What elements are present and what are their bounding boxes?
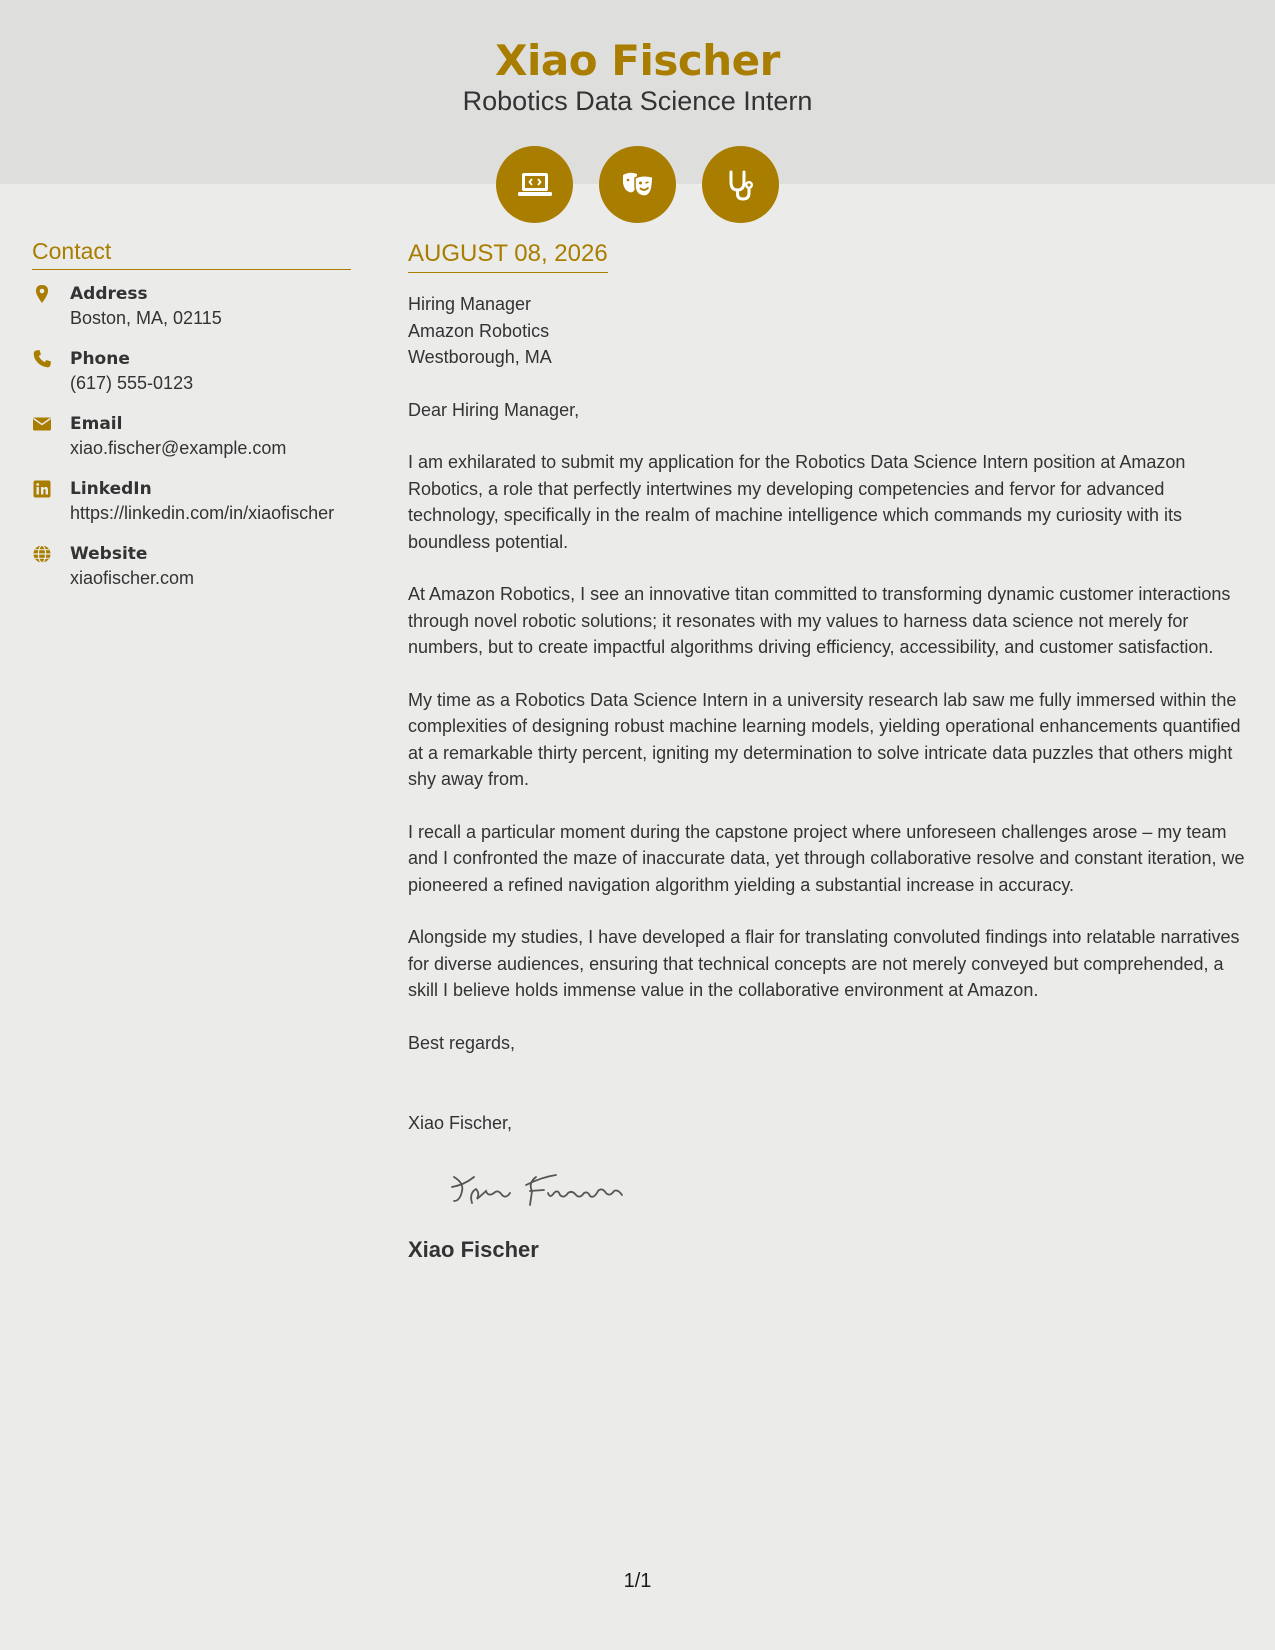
contact-heading: Contact — [32, 238, 351, 270]
letter-date: AUGUST 08, 2026 — [408, 240, 608, 273]
contact-value: Boston, MA, 02115 — [70, 308, 222, 328]
contact-label: LinkedIn — [70, 479, 152, 499]
laptop-code-icon — [496, 146, 573, 223]
signature-image — [444, 1163, 644, 1213]
contact-value[interactable]: xiaofischer.com — [70, 568, 195, 588]
recipient-line: Westborough, MA — [408, 347, 552, 367]
phone-icon — [32, 347, 70, 396]
contact-email — [32, 412, 351, 461]
paragraph: My time as a Robotics Data Science Intern in a university research lab saw me fully immersed within the complexities of designing robust machine learning models, yielding operational enhancements quantified at a remarkable thirty percent, igniting my determination to solve intricate data puzzles that others might shy away from. — [408, 689, 1241, 789]
contact-address — [32, 282, 351, 331]
recipient-line: Hiring Manager — [408, 294, 532, 314]
paragraph: I recall a particular moment during the capstone project where unforeseen challenges arose – my team and I confronted the maze of inaccurate data, yet through collaborative resolve and constant iteration, we pioneered a refined navigation algorithm yielding a substantial increase in accuracy. — [408, 821, 1245, 895]
contact-label: Address — [70, 284, 148, 304]
page-number: 1/1 — [623, 1570, 652, 1592]
contact-list — [32, 282, 351, 591]
interest-icons — [496, 146, 779, 223]
contact-label: Phone — [70, 349, 130, 369]
paragraph: I am exhilarated to submit my application for the Robotics Data Science Intern position at Amazon Robotics, a role that perfectly intertwines my developing competencies and fervor for advanced technology, specifically in the realm of machine intelligence which commands my curiosity with its boundless potential. — [408, 452, 1186, 552]
globe-icon — [32, 542, 70, 591]
applicant-name: Xiao Fischer — [495, 36, 780, 85]
linkedin-icon — [32, 477, 70, 526]
contact-label: Website — [70, 544, 148, 564]
salutation: Dear Hiring Manager, — [408, 399, 580, 420]
closing-name: Xiao Fischer, — [408, 1113, 513, 1133]
recipient-block — [408, 291, 1248, 371]
contact-value: xiao.fischer@example.com — [70, 438, 287, 458]
paragraph: At Amazon Robotics, I see an innovative titan committed to transforming dynamic customer interactions through novel robotic solutions; it resonates with my values to harness data science not merely for numbers, but to create impactful algorithms driving efficiency, accessibility, and customer satisfaction. — [408, 584, 1231, 657]
contact-label: Email — [70, 414, 123, 434]
contact-website — [32, 542, 351, 591]
envelope-icon — [32, 412, 70, 461]
recipient-line: Amazon Robotics — [408, 320, 550, 341]
signer-name: Xiao Fischer — [408, 1236, 539, 1262]
applicant-title: Robotics Data Science Intern — [462, 86, 813, 116]
contact-linkedin — [32, 477, 351, 526]
contact-value: (617) 555-0123 — [70, 373, 194, 393]
letter-body — [408, 240, 1248, 1263]
closing: Best regards, — [408, 1032, 516, 1053]
theater-masks-icon — [599, 146, 676, 223]
contact-phone — [32, 347, 351, 396]
contact-value[interactable]: https://linkedin.com/in/xiaofischer — [70, 503, 335, 523]
map-marker-icon — [32, 282, 70, 331]
stethoscope-icon — [702, 146, 779, 223]
sidebar — [32, 238, 351, 607]
paragraph: Alongside my studies, I have developed a flair for translating convoluted findings into relatable narratives for diverse audiences, ensuring that technical concepts are not merely conveyed but comprehended, a skill I believe holds immense value in the collaborative environment at Amazon. — [408, 927, 1240, 1000]
